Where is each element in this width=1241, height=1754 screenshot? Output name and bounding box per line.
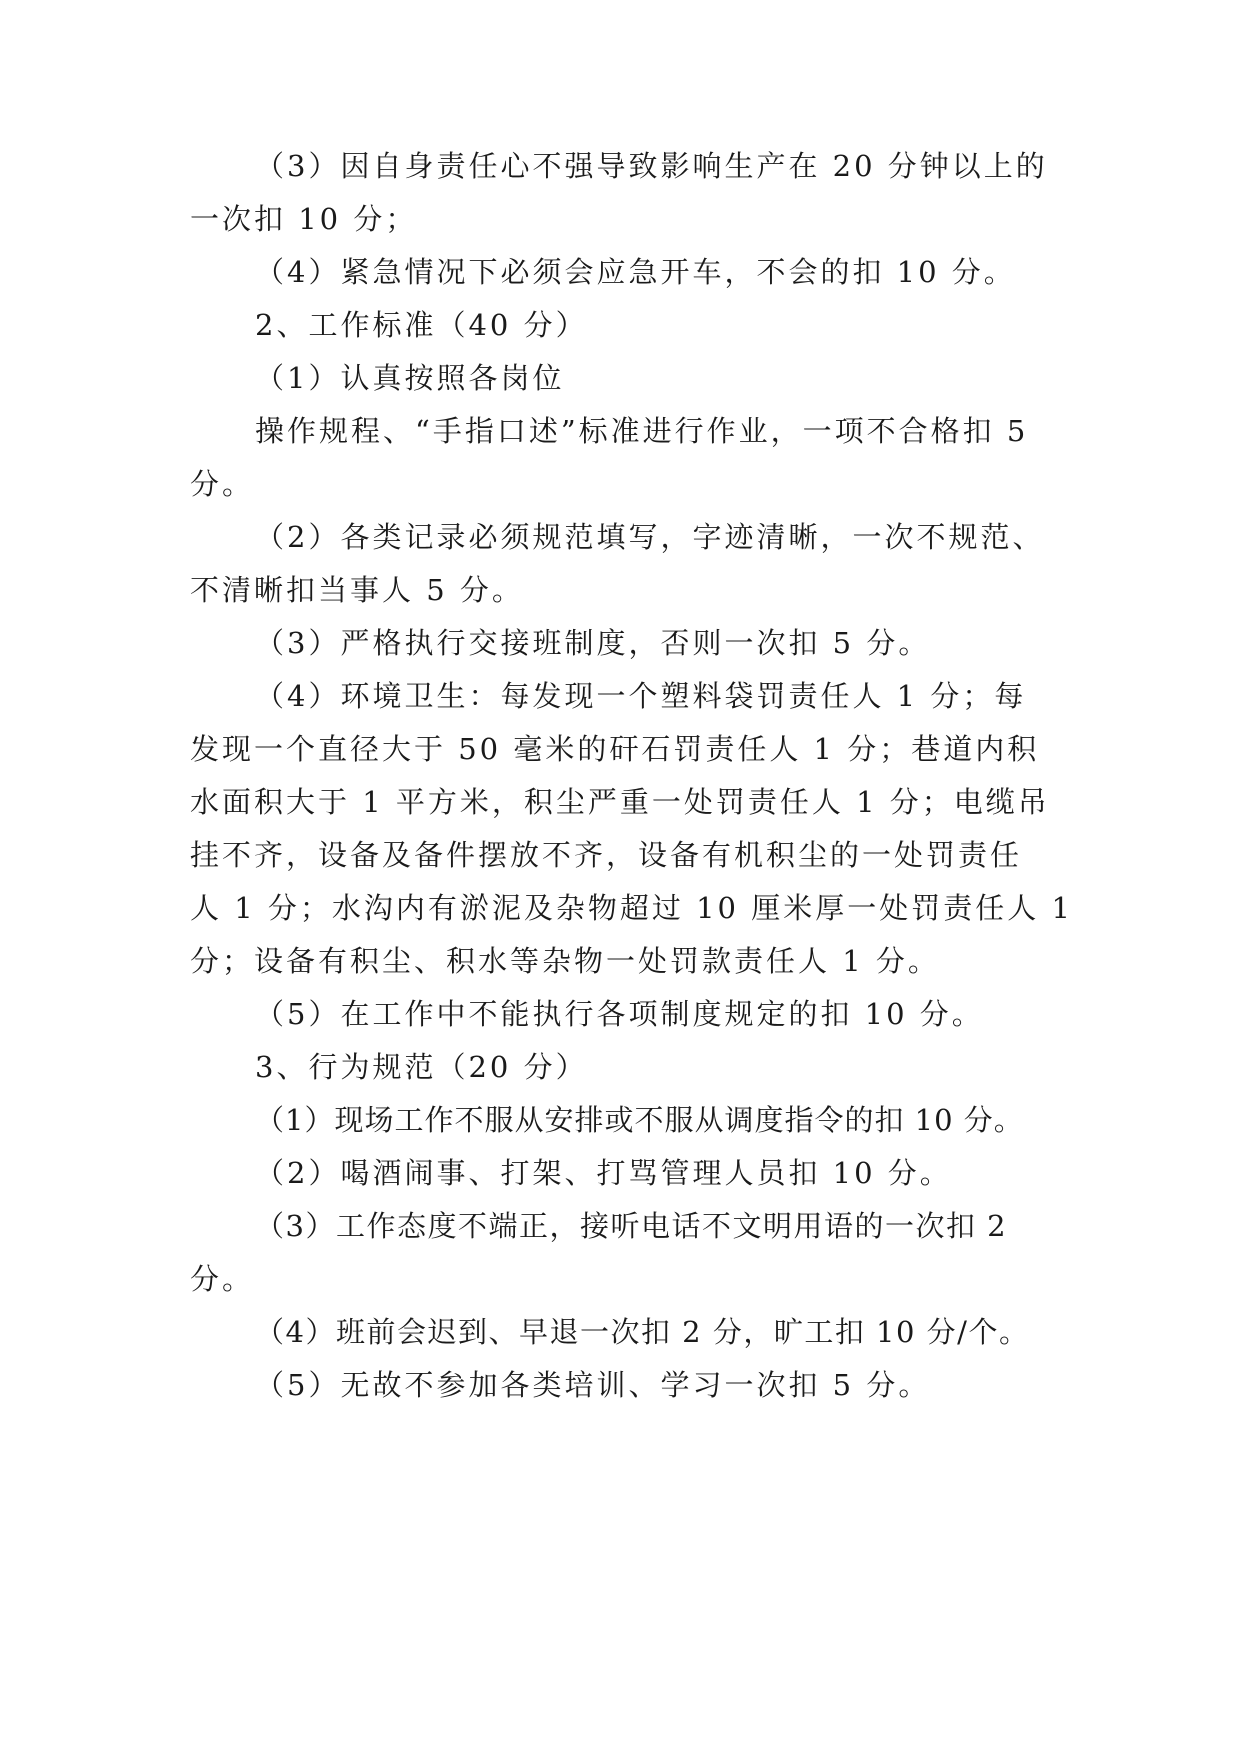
text-line-24: （5）无故不参加各类培训、学习一次扣 5 分。: [255, 1368, 931, 1402]
text-line-5: （1）认真按照各岗位: [255, 361, 565, 395]
text-line-17: （5）在工作中不能执行各项制度规定的扣 10 分。: [255, 997, 984, 1031]
text-line-13: 水面积大于 1 平方米，积尘严重一处罚责任人 1 分；电缆吊: [190, 785, 1050, 819]
text-line-9: 不清晰扣当事人 5 分。: [190, 573, 524, 607]
text-line-20: （2）喝酒闹事、打架、打骂管理人员扣 10 分。: [255, 1156, 952, 1190]
text-line-8: （2）各类记录必须规范填写，字迹清晰，一次不规范、: [255, 520, 1045, 554]
text-line-21: （3）工作态度不端正，接听电话不文明用语的一次扣 2: [255, 1209, 1008, 1243]
text-line-7: 分。: [190, 467, 255, 501]
text-line-1: （3）因自身责任心不强导致影响生产在 20 分钟以上的: [255, 149, 1048, 183]
text-line-22: 分。: [190, 1262, 255, 1296]
text-line-6: 操作规程、“手指口述”标准进行作业，一项不合格扣 5: [255, 414, 1029, 448]
text-line-14: 挂不齐，设备及备件摆放不齐，设备有机积尘的一处罚责任: [190, 838, 1023, 872]
text-line-12: 发现一个直径大于 50 毫米的矸石罚责任人 1 分；巷道内积: [190, 732, 1040, 766]
text-line-2: 一次扣 10 分；: [190, 202, 418, 236]
text-line-10: （3）严格执行交接班制度，否则一次扣 5 分。: [255, 626, 931, 660]
section-heading-3: 3、行为规范（20 分）: [255, 1050, 588, 1084]
section-heading-2: 2、工作标准（40 分）: [255, 308, 588, 342]
text-line-23: （4）班前会迟到、早退一次扣 2 分，旷工扣 10 分/个。: [255, 1315, 1030, 1349]
text-line-16: 分；设备有积尘、积水等杂物一处罚款责任人 1 分。: [190, 944, 940, 978]
text-line-15: 人 1 分；水沟内有淤泥及杂物超过 10 厘米厚一处罚责任人 1: [190, 891, 1073, 925]
text-line-3: （4）紧急情况下必须会应急开车，不会的扣 10 分。: [255, 255, 1016, 289]
text-line-19: （1）现场工作不服从安排或不服从调度指令的扣 10 分。: [255, 1103, 1024, 1137]
text-line-11: （4）环境卫生：每发现一个塑料袋罚责任人 1 分；每: [255, 679, 1027, 713]
